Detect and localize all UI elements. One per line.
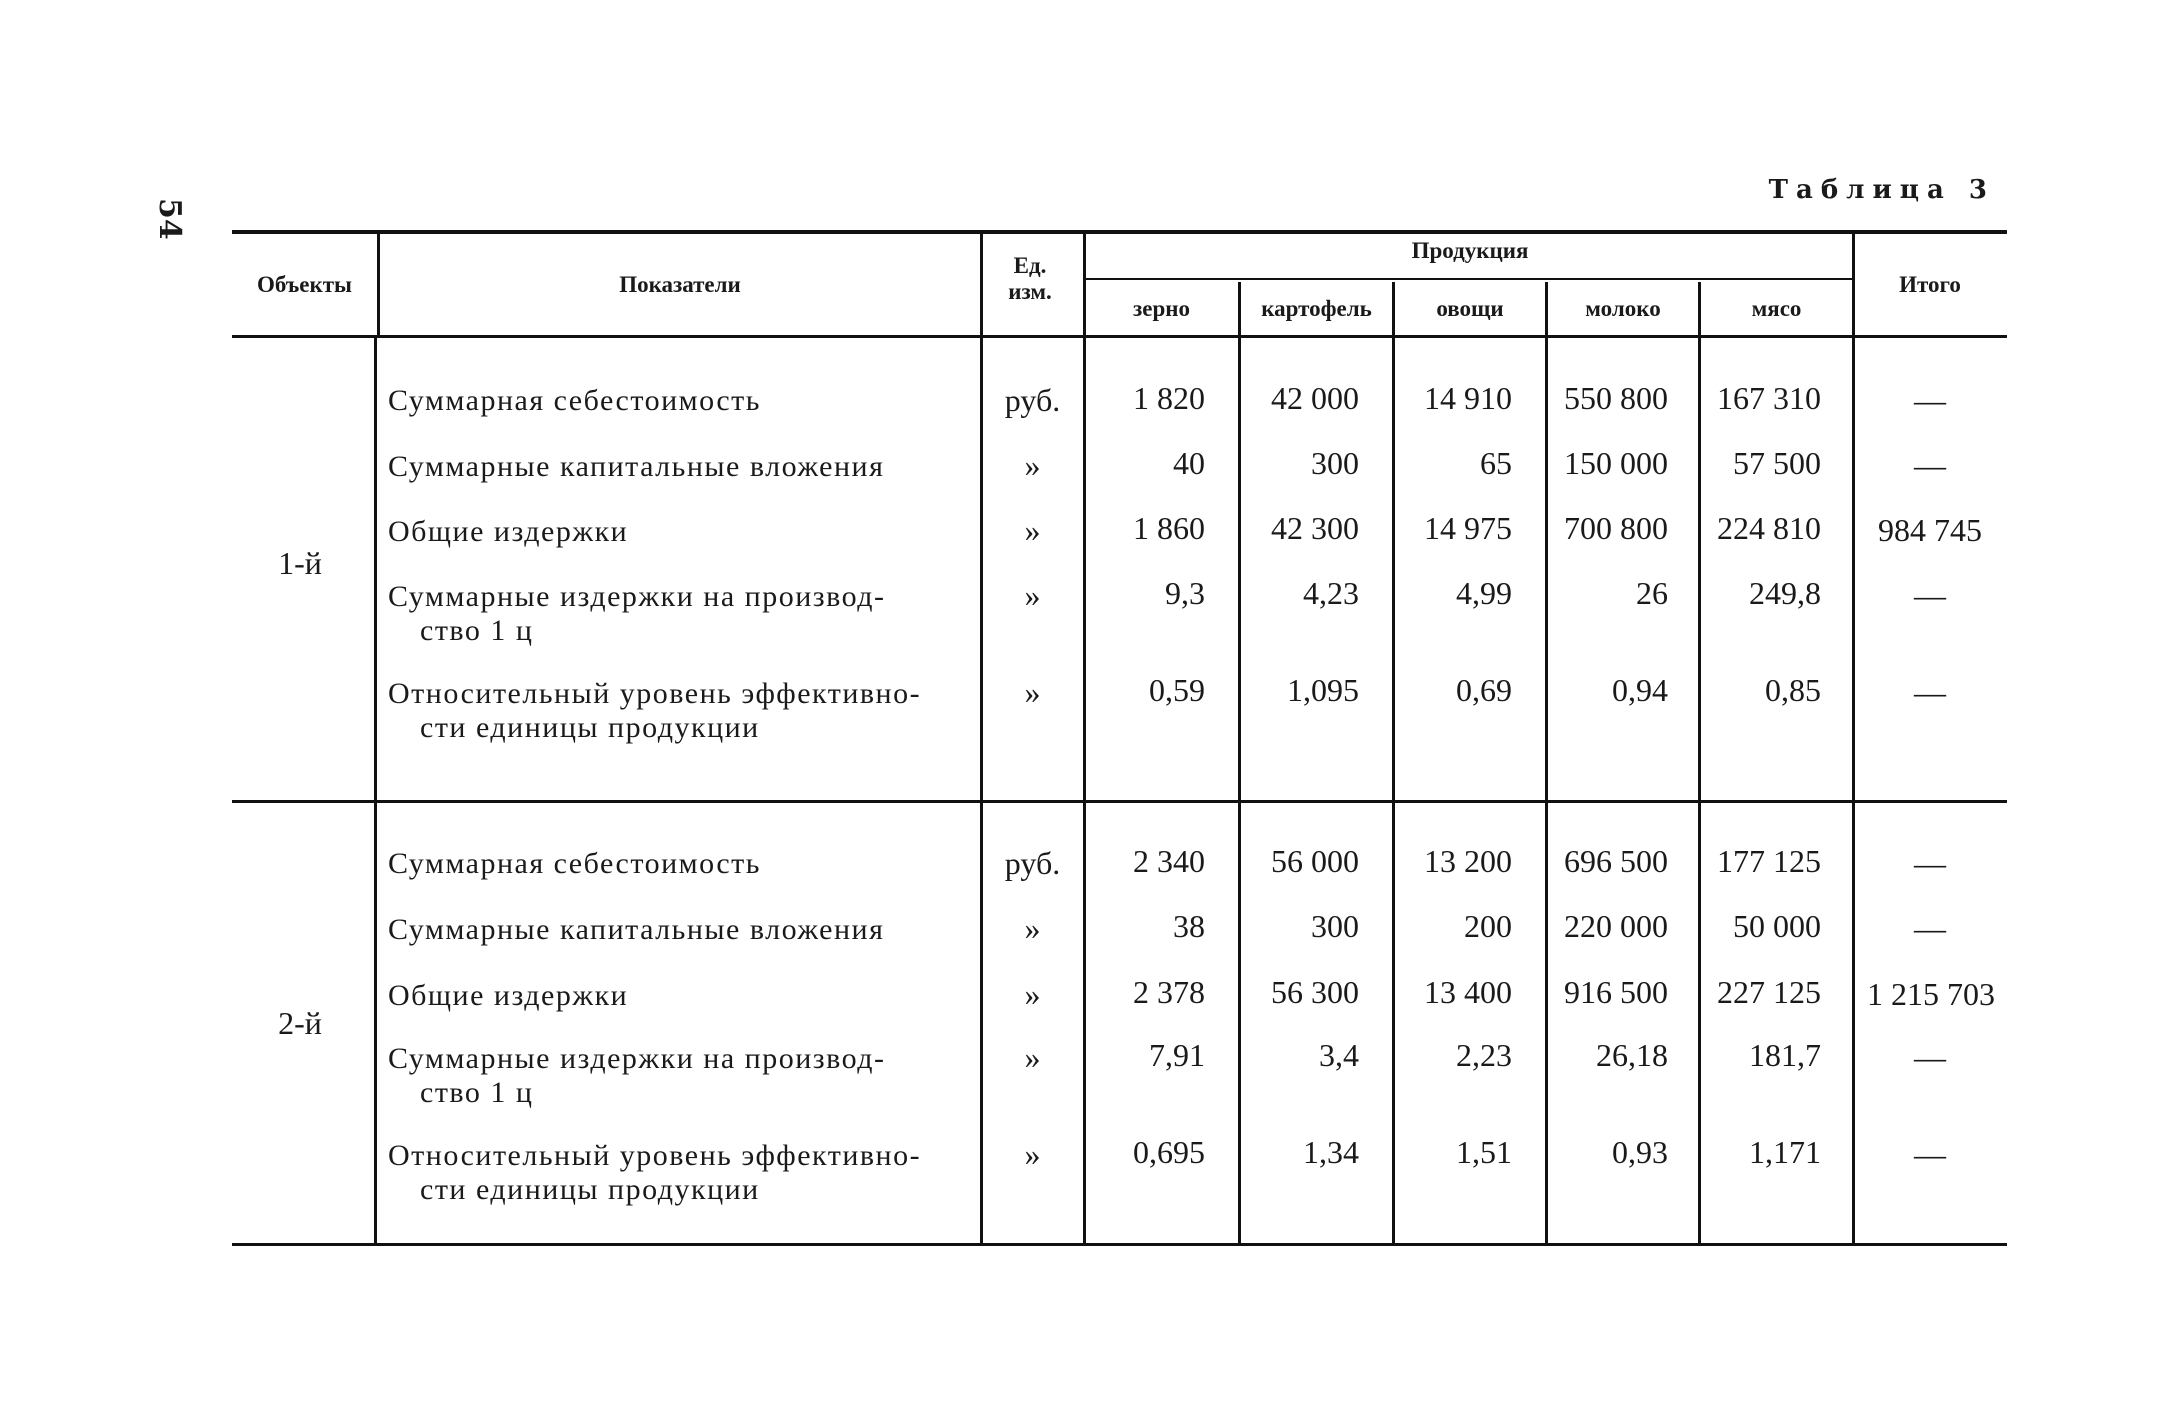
value-milk: 916 500 xyxy=(1564,974,1668,1010)
value-vegetables: 200 xyxy=(1464,908,1512,944)
value-meat: 249,8 xyxy=(1749,575,1821,611)
value-milk: 220 000 xyxy=(1564,908,1668,944)
header-total: Итого xyxy=(1899,272,1961,297)
row-label-line: Суммарные издержки на производ- xyxy=(388,580,886,613)
value-milk: 0,93 xyxy=(1612,1134,1668,1170)
value-milk: 26 xyxy=(1636,575,1668,611)
row-label: Суммарная себестоимость xyxy=(388,847,761,880)
header-objects: Объекты xyxy=(257,272,352,297)
value-potato: 4,23 xyxy=(1303,575,1359,611)
value-vegetables: 14 975 xyxy=(1424,510,1512,546)
value-vegetables: 13 200 xyxy=(1424,843,1512,879)
row-label-line: Относительный уровень эффективно- xyxy=(388,677,922,710)
row-label-continuation: сти единицы продукции xyxy=(420,711,760,744)
value-total: — xyxy=(1914,845,1946,881)
value-potato: 56 300 xyxy=(1271,974,1359,1010)
col-divider xyxy=(980,338,983,1243)
value-total: — xyxy=(1914,447,1946,483)
row-unit: » xyxy=(1024,1136,1041,1172)
value-milk: 700 800 xyxy=(1564,510,1668,546)
header-unit: Ед. изм. xyxy=(1008,253,1052,304)
value-total: — xyxy=(1914,577,1946,613)
value-grain: 9,3 xyxy=(1165,575,1205,611)
value-milk: 26,18 xyxy=(1596,1037,1668,1073)
value-meat: 224 810 xyxy=(1717,510,1821,546)
value-grain: 2 340 xyxy=(1133,843,1205,879)
row-label xyxy=(388,1139,973,1207)
value-potato: 3,4 xyxy=(1319,1037,1359,1073)
value-total: — xyxy=(1914,910,1946,946)
header-product-grain: зерно xyxy=(1133,296,1190,321)
group-separator-rule xyxy=(232,800,2007,803)
col-divider xyxy=(374,338,377,1243)
row-unit: » xyxy=(1024,1039,1041,1075)
value-milk: 0,94 xyxy=(1612,672,1668,708)
row-label-continuation: ство 1 ц xyxy=(420,614,534,647)
value-meat: 181,7 xyxy=(1749,1037,1821,1073)
value-potato: 42 300 xyxy=(1271,510,1359,546)
value-potato: 56 000 xyxy=(1271,843,1359,879)
table-caption: Таблица 3 xyxy=(1768,175,1995,205)
row-unit: » xyxy=(1024,674,1041,710)
value-meat: 57 500 xyxy=(1733,445,1821,481)
value-potato: 1,095 xyxy=(1287,672,1359,708)
row-label: Общие издержки xyxy=(388,979,629,1012)
row-unit: руб. xyxy=(1004,845,1061,881)
row-label xyxy=(388,580,973,648)
row-label-line: Относительный уровень эффективно- xyxy=(388,1139,922,1172)
header-product-meat: мясо xyxy=(1751,296,1802,321)
value-potato: 42 000 xyxy=(1271,380,1359,416)
value-grain: 40 xyxy=(1173,445,1205,481)
value-grain: 0,59 xyxy=(1149,672,1205,708)
header-indicators: Показатели xyxy=(619,272,741,297)
row-label-continuation: ство 1 ц xyxy=(420,1076,534,1109)
value-vegetables: 4,99 xyxy=(1456,575,1512,611)
page-number: 54 xyxy=(152,198,187,240)
header-product-milk: молоко xyxy=(1585,296,1661,321)
table-bottom-rule xyxy=(232,1243,2007,1246)
value-meat: 0,85 xyxy=(1765,672,1821,708)
value-meat: 1,171 xyxy=(1749,1134,1821,1170)
products-subheader-rule xyxy=(1085,278,1855,280)
value-potato: 1,34 xyxy=(1303,1134,1359,1170)
value-total: — xyxy=(1914,1136,1946,1172)
value-milk: 550 800 xyxy=(1564,380,1668,416)
value-total: — xyxy=(1914,1039,1946,1075)
value-vegetables: 0,69 xyxy=(1456,672,1512,708)
col-divider xyxy=(980,234,983,335)
value-milk: 696 500 xyxy=(1564,843,1668,879)
value-potato: 300 xyxy=(1311,445,1359,481)
row-label: Общие издержки xyxy=(388,515,629,548)
row-label-line: Суммарные издержки на производ- xyxy=(388,1042,886,1075)
value-total: — xyxy=(1914,382,1946,418)
header-bottom-rule xyxy=(232,335,2007,338)
value-vegetables: 14 910 xyxy=(1424,380,1512,416)
value-grain: 0,695 xyxy=(1133,1134,1205,1170)
value-grain: 2 378 xyxy=(1133,974,1205,1010)
row-unit: » xyxy=(1024,447,1041,483)
value-total: 1 215 703 xyxy=(1867,976,1995,1012)
row-label: Суммарные капитальные вложения xyxy=(388,913,885,946)
value-vegetables: 13 400 xyxy=(1424,974,1512,1010)
value-grain: 7,91 xyxy=(1149,1037,1205,1073)
value-vegetables: 2,23 xyxy=(1456,1037,1512,1073)
row-unit: руб. xyxy=(1004,382,1061,418)
value-meat: 167 310 xyxy=(1717,380,1821,416)
value-total: 984 745 xyxy=(1878,512,1982,548)
value-total: — xyxy=(1914,674,1946,710)
value-potato: 300 xyxy=(1311,908,1359,944)
header-product-potato: картофель xyxy=(1261,296,1372,321)
row-unit: » xyxy=(1024,512,1041,548)
value-vegetables: 65 xyxy=(1480,445,1512,481)
value-meat: 227 125 xyxy=(1717,974,1821,1010)
object-label-2: 2-й xyxy=(278,1005,322,1041)
row-label: Суммарные капитальные вложения xyxy=(388,450,885,483)
object-label-1: 1-й xyxy=(278,545,322,581)
value-grain: 38 xyxy=(1173,908,1205,944)
value-grain: 1 860 xyxy=(1133,510,1205,546)
header-products: Продукция xyxy=(1411,238,1529,263)
value-meat: 177 125 xyxy=(1717,843,1821,879)
row-label-continuation: сти единицы продукции xyxy=(420,1173,760,1206)
row-unit: » xyxy=(1024,976,1041,1012)
header-product-vegetables: овощи xyxy=(1436,296,1504,321)
row-label xyxy=(388,1042,973,1110)
value-vegetables: 1,51 xyxy=(1456,1134,1512,1170)
row-label xyxy=(388,677,973,745)
row-unit: » xyxy=(1024,910,1041,946)
value-milk: 150 000 xyxy=(1564,445,1668,481)
row-label: Суммарная себестоимость xyxy=(388,384,761,417)
value-grain: 1 820 xyxy=(1133,380,1205,416)
value-meat: 50 000 xyxy=(1733,908,1821,944)
table-top-rule xyxy=(232,230,2007,234)
row-unit: » xyxy=(1024,577,1041,613)
